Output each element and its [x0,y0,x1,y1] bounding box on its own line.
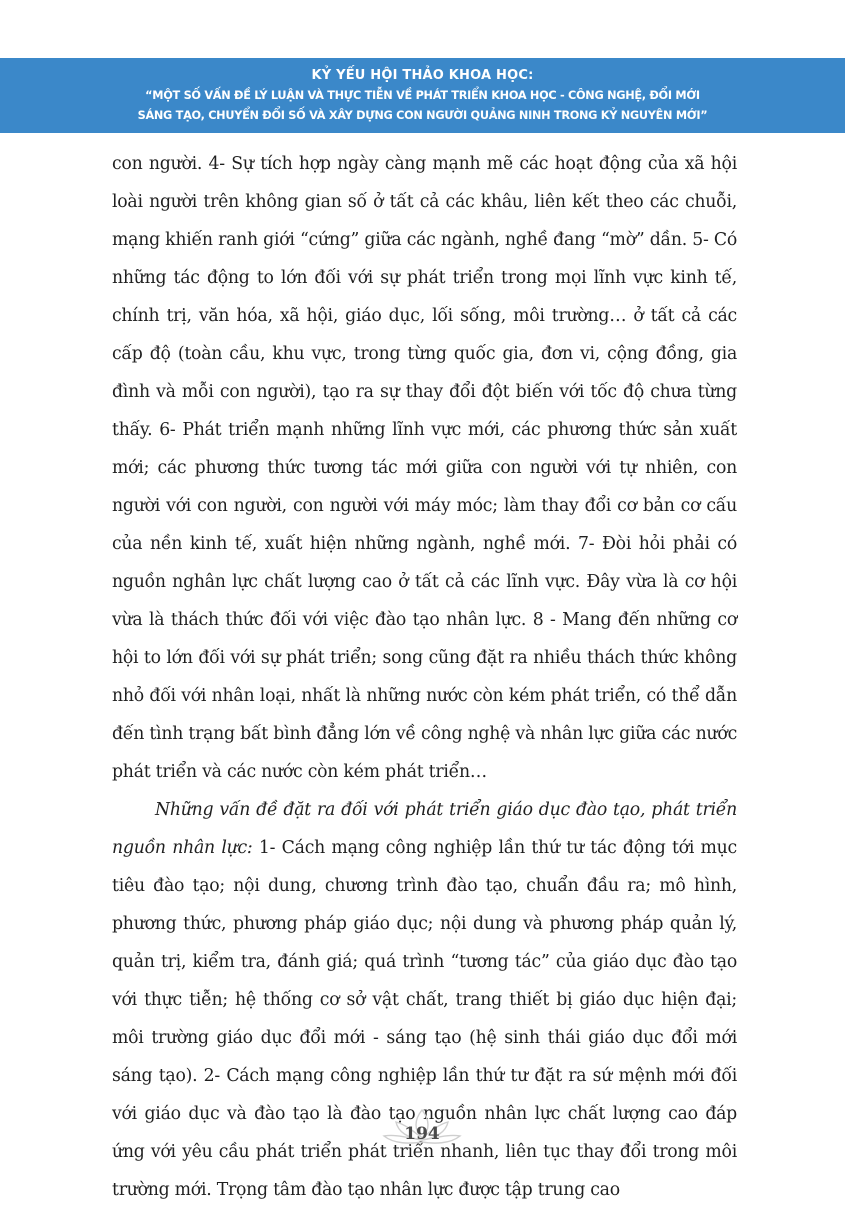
header-line-1: KỶ YẾU HỘI THẢO KHOA HỌC: [311,67,534,83]
header-line-3: SÁNG TẠO, CHUYỂN ĐỔI SỐ VÀ XÂY DỰNG CON NGƯỜI QUẢNG NINH TRONG KỶ NGUYÊN MỚI” [137,108,708,122]
page-body [112,145,737,1209]
paragraph-text: 1- Cách mạng công nghiệp lần thứ tư tác động tới mục tiêu đào tạo; nội dung, chương trình đào tạo, chuẩn đầu ra; mô hình, phương thức, phương pháp giáo dục; nội dung và phương pháp quản lý, quản trị, kiểm tra, đánh giá; quá trình “tương tác” của giáo dục đào tạo với thực tiễn; hệ thống cơ sở vật chất, trang thiết bị giáo dục hiện đại; môi trường giáo dục đổi mới - sáng tạo (hệ sinh thái giáo dục đổi mới sáng tạo). 2- Cách mạng công nghiệp lần thứ tư đặt ra sứ mệnh mới đối với giáo dục và đào tạo là đào tạo nguồn nhân lực chất lượng cao đáp ứng với yêu cầu phát triển phát triển nhanh, liên tục thay đổi trong môi trường mới. Trọng tâm đào tạo nhân lực được tập trung cao [112,838,737,1200]
page-number: 194 [404,1124,440,1144]
page-footer [372,1108,472,1152]
paragraph: con người. 4- Sự tích hợp ngày càng mạnh mẽ các hoạt động của xã hội loài người trên không gian số ở tất cả các khâu, liên kết theo các chuỗi, mạng khiến ranh giới “cứng” giữa các ngành, nghề đang “mờ” dần. 5- Có những tác động to lớn đối với sự phát triển trong mọi lĩnh vực kinh tế, chính trị, văn hóa, xã hội, giáo dục, lối sống, môi trường… ở tất cả các cấp độ (toàn cầu, khu vực, trong từng quốc gia, đơn vi, cộng đồng, gia đình và mỗi con người), tạo ra sự thay đổi đột biến với tốc độ chưa từng thấy. 6- Phát triển mạnh những lĩnh vực mới, các phương thức sản xuất mới; các phương thức tương tác mới giữa con người với tự nhiên, con người với con người, con người với máy móc; làm thay đổi cơ bản cơ cấu của nền kinh tế, xuất hiện những ngành, nghề mới. 7- Đòi hỏi phải có nguồn nghân lực chất lượng cao ở tất cả các lĩnh vực. Đây vừa là cơ hội vừa là thách thức đối với việc đào tạo nhân lực. 8 - Mang đến những cơ hội to lớn đối với sự phát triển; song cũng đặt ra nhiều thách thức không nhỏ đối với nhân loại, nhất là những nước còn kém phát triển, có thể dẫn đến tình trạng bất bình đẳng lớn về công nghệ và nhân lực giữa các nước phát triển và các nước còn kém phát triển… [112,154,737,782]
italic-lead: Những vấn đề đặt ra đối với phát triển giáo dục đào tạo, phát triển nguồn nhân lực: [112,800,737,858]
header-line-2: “MỘT SỐ VẤN ĐỀ LÝ LUẬN VÀ THỰC TIỄN VỀ PHÁT TRIỂN KHOA HỌC - CÔNG NGHỆ, ĐỔI MỚI [145,88,700,102]
running-header [0,58,845,133]
